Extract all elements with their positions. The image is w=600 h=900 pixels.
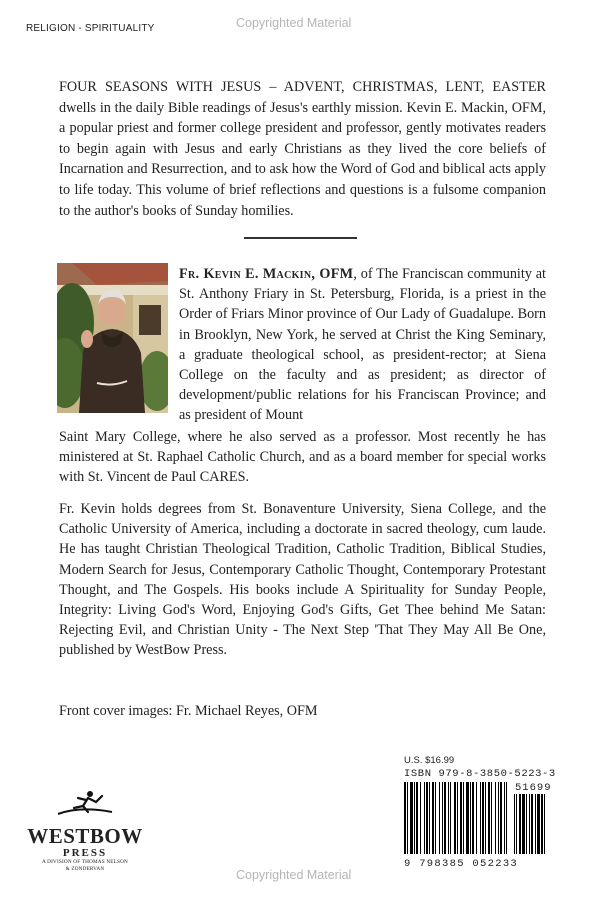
barcode-bar — [442, 782, 443, 854]
barcode-bar — [416, 782, 418, 854]
barcode-bar — [504, 782, 505, 854]
publisher-logo — [22, 790, 148, 873]
author-name: Fr. Kevin E. Mackin, OFM — [179, 266, 354, 282]
section-divider — [244, 237, 357, 239]
barcode-bar — [426, 782, 428, 854]
author-credentials: Fr. Kevin holds degrees from St. Bonaventure University, Siena College, and the Catholic University of America, including a doctorate in sacred theology, cum laude. He has taught Christian Theological Tradition, Catholic Tradition, Biblical Studies, Modern Search for Jesus, Contemporary Catholic Thought, Contemporary Protestant Thought, and The Gospels. His books include A Spirituality for Sunday People, Integrity: Living God's Word, Enjoying God's Gifts, Get Thee behind Me Satan: Rejecting Evil, and Christian Unity - The Next Step 'That They May All Be One, published by WestBow Press. — [59, 501, 546, 659]
barcode-addon-bar — [522, 794, 525, 854]
author-bio-text: , of The Franciscan community at St. Anthony Friary in St. Petersburg, Florida, is a priest in the Order of Friars Minor province of Our Lady of Guadalupe. Born in Brooklyn, New York, he served at Christ the King Seminary, a graduate theological school, as president-rector; at Siena College on the faculty and as president; as director of development/public relations for his Franciscan Province; and as president of Mount — [179, 266, 546, 424]
barcode-bar — [429, 782, 430, 854]
barcode-bar — [472, 782, 474, 854]
barcode-bar — [498, 782, 499, 854]
barcode-bar — [500, 782, 502, 854]
barcode-bar — [466, 782, 469, 854]
barcode-bar — [432, 782, 434, 854]
barcode-addon-bar — [526, 794, 527, 854]
barcode-addon-bar — [516, 794, 517, 854]
category-label: RELIGION - SPIRITUALITY — [26, 23, 155, 34]
runner-logo-icon — [50, 790, 120, 820]
barcode-addon-bar — [535, 794, 536, 854]
book-blurb: FOUR SEASONS WITH JESUS – ADVENT, CHRISTMAS, LENT, EASTER dwells in the daily Bible readings of Jesus's earthly mission. Kevin E. Mackin, OFM, a popular priest and former college president and professor, gently motivates readers to begin again with Jesus and early Christians as they lived the core beliefs of Incarnation and Resurrection, and to ask how the Word of God and biblical acts apply to life today. This volume of brief reflections and questions is a fulsome companion to the author's books of Sunday homilies. — [59, 79, 546, 219]
barcode-bar — [488, 782, 490, 854]
barcode-addon-bar — [529, 794, 530, 854]
author-bio-continued: Saint Mary College, where he also served as a professor. Most recently he has ministered at St. Raphael Catholic Church, and as a board member for special works with St. Vincent de Paul CARES. — [59, 429, 546, 486]
barcode-bar — [444, 782, 446, 854]
barcode-addon-bar — [541, 794, 543, 854]
barcode-bar — [420, 782, 421, 854]
barcode-bar — [485, 782, 486, 854]
author-photo — [57, 263, 168, 413]
barcode-bar — [424, 782, 425, 854]
barcode-bar — [454, 782, 456, 854]
barcode-bar — [470, 782, 471, 854]
barcode-bar — [495, 782, 496, 854]
barcode-addon-bar — [531, 794, 533, 854]
watermark-top: Copyrighted Material — [236, 16, 352, 30]
barcode-bar — [482, 782, 484, 854]
publisher-division-2: & ZONDERVAN — [65, 866, 105, 872]
barcode-bar — [476, 782, 477, 854]
barcode-bar — [414, 782, 415, 854]
barcode-bar — [448, 782, 449, 854]
barcode-digits: 9 798385 052233 — [404, 858, 519, 870]
barcode-bar — [439, 782, 440, 854]
barcode-bar — [407, 782, 408, 854]
barcode-bar — [480, 782, 481, 854]
barcode-bar — [491, 782, 492, 854]
author-photo-icon — [57, 263, 168, 413]
barcode-bar — [463, 782, 464, 854]
author-bio-intro — [179, 264, 546, 426]
isbn-label: ISBN 979-8-3850-5223-3 — [404, 768, 556, 780]
barcode-addon-bar — [514, 794, 515, 854]
barcode-addon-bar — [544, 794, 545, 854]
barcode-bar — [435, 782, 436, 854]
barcode-bar — [450, 782, 451, 854]
price-label: U.S. $16.99 — [404, 755, 455, 766]
barcode-bar — [410, 782, 413, 854]
barcode-bar — [506, 782, 507, 854]
barcode-bar — [404, 782, 406, 854]
barcode-addon-bar — [537, 794, 540, 854]
cover-image-credit: Front cover images: Fr. Michael Reyes, OFM — [59, 703, 318, 719]
publisher-name: WESTBOW — [27, 824, 143, 848]
barcode-bar — [460, 782, 462, 854]
barcode-bar — [457, 782, 458, 854]
publisher-division: A DIVISION OF THOMAS NELSON — [41, 859, 128, 865]
barcode-addon: 51699 — [515, 782, 552, 794]
publisher-press: PRESS — [62, 847, 108, 859]
barcode-addon-bar — [519, 794, 521, 854]
watermark-bottom: Copyrighted Material — [236, 868, 352, 882]
